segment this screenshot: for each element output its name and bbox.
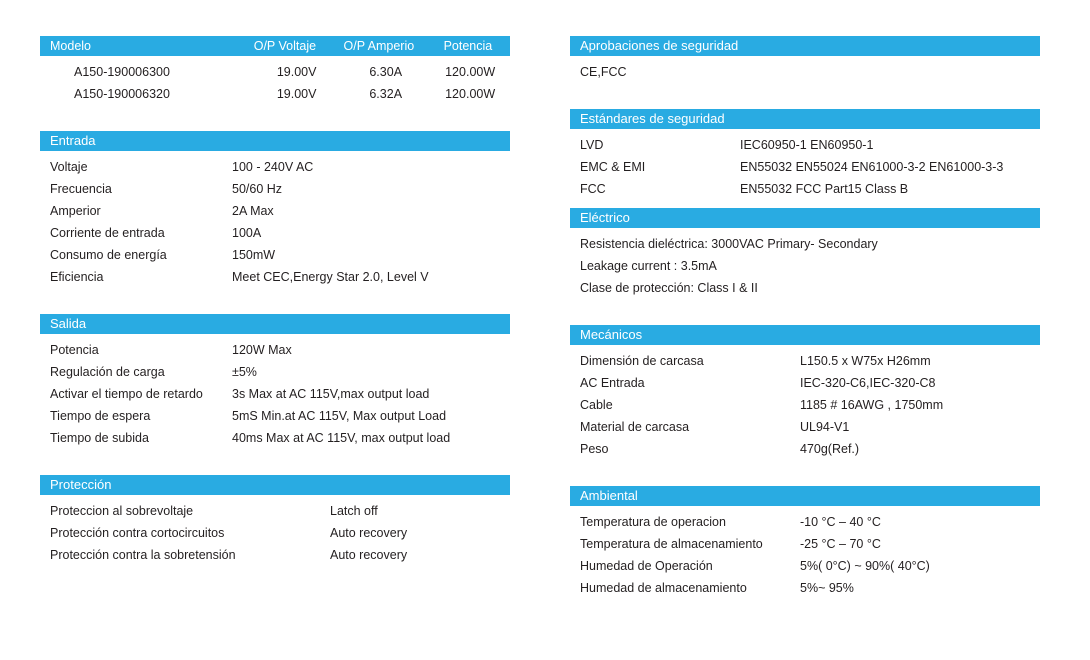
model-table [40,36,510,105]
row-label: Protección contra cortocircuitos [50,526,225,540]
row-label: Dimensión de carcasa [580,354,704,368]
cell-potencia: 120.00W [445,87,496,101]
row-label: Temperatura de almacenamiento [580,537,763,551]
list-item [40,405,510,427]
cell-potencia: 120.00W [445,65,496,79]
column-header-amperio: O/P Amperio [343,39,415,53]
electrico-line: Resistencia dieléctrica: 3000VAC Primary- Secondary [580,237,878,251]
cell-amperio: 6.32A [369,87,403,101]
salida-rows [40,334,510,449]
row-label: Voltaje [50,160,88,174]
cell-amperio: 6.30A [369,65,403,79]
list-item [570,156,1040,178]
list-item [40,178,510,200]
list-item [40,339,510,361]
section-title-salida: Salida [40,314,510,334]
right-column [570,36,1040,599]
list-item [570,178,1040,200]
section-title-electrico: Eléctrico [570,208,1040,228]
row-label: Humedad de Operación [580,559,713,573]
list-item [40,222,510,244]
row-value: -25 °C – 70 °C [800,537,881,551]
proteccion-rows [40,495,510,566]
list-item [40,500,510,522]
list-item [570,577,1040,599]
row-label: Peso [580,442,609,456]
mecanicos-rows [570,345,1040,460]
row-label: Proteccion al sobrevoltaje [50,504,194,518]
electrico-line: Clase de protección: Class I & II [580,281,758,295]
list-item [570,350,1040,372]
list-item [40,156,510,178]
row-label: Corriente de entrada [50,226,165,240]
row-value: UL94-V1 [800,420,850,434]
list-item [570,233,1040,255]
row-value: EN55032 FCC Part15 Class B [740,182,909,196]
list-item [40,544,510,566]
section-title-ambiental: Ambiental [570,486,1040,506]
row-value: EN55032 EN55024 EN61000-3-2 EN61000-3-3 [740,160,1004,174]
section-title-estandares: Estándares de seguridad [570,109,1040,129]
row-label: Material de carcasa [580,420,690,434]
section-entrada [40,131,510,288]
row-label: AC Entrada [580,376,645,390]
section-title-entrada: Entrada [40,131,510,151]
row-label: FCC [580,182,606,196]
cell-voltaje: 19.00V [276,87,317,101]
electrico-lines [570,228,1040,299]
list-item [40,427,510,449]
list-item [40,383,510,405]
electrico-line: Leakage current : 3.5mA [580,259,717,273]
model-table-header [40,36,510,56]
row-value: 470g(Ref.) [800,442,860,456]
list-item [570,394,1040,416]
row-value: Meet CEC,Energy Star 2.0, Level V [232,270,429,284]
row-label: Consumo de energía [50,248,167,262]
row-value: L150.5 x W75x H26mm [800,354,931,368]
section-aprobaciones [570,36,1040,83]
row-label: LVD [580,138,604,152]
left-column [40,36,510,599]
list-item [570,416,1040,438]
row-label: Frecuencia [50,182,112,196]
section-electrico [570,208,1040,299]
row-value: 150mW [232,248,276,262]
row-label: Humedad de almacenamiento [580,581,747,595]
list-item [570,438,1040,460]
list-item [570,511,1040,533]
cell-voltaje: 19.00V [276,65,317,79]
row-value: 5mS Min.at AC 115V, Max output Load [232,409,447,423]
row-value: IEC60950-1 EN60950-1 [740,138,874,152]
model-table-body [40,56,510,105]
list-item [570,533,1040,555]
list-item [570,134,1040,156]
section-ambiental [570,486,1040,599]
aprobaciones-text: CE,FCC [580,65,627,79]
row-value: 1185 # 16AWG , 1750mm [800,398,944,412]
list-item [570,555,1040,577]
cell-modelo: A150-190006300 [74,65,170,79]
row-label: Regulación de carga [50,365,165,379]
list-item [40,361,510,383]
row-label: Amperior [50,204,101,218]
estandares-rows [570,129,1040,200]
row-label: Tiempo de espera [50,409,151,423]
entrada-rows [40,151,510,288]
row-label: Tiempo de subida [50,431,149,445]
spacer [570,200,1040,208]
two-column-layout [40,36,1050,599]
section-mecanicos [570,325,1040,460]
row-label: Activar el tiempo de retardo [50,387,203,401]
row-label: Temperatura de operacion [580,515,726,529]
row-value: 100A [232,226,262,240]
list-item [40,266,510,288]
row-value: 40ms Max at AC 115V, max output load [232,431,451,445]
row-value: Auto recovery [330,548,408,562]
row-value: Auto recovery [330,526,408,540]
row-label: Cable [580,398,613,412]
row-value: Latch off [330,504,378,518]
list-item [570,372,1040,394]
row-value: IEC-320-C6,IEC-320-C8 [800,376,936,390]
column-header-modelo: Modelo [50,39,91,53]
row-value: -10 °C – 40 °C [800,515,881,529]
column-header-potencia: Potencia [443,39,493,53]
row-label: Protección contra la sobretensión [50,548,236,562]
ambiental-rows [570,506,1040,599]
section-salida [40,314,510,449]
row-label: Eficiencia [50,270,104,284]
row-value: 50/60 Hz [232,182,283,196]
row-value: 3s Max at AC 115V,max output load [232,387,430,401]
row-value: 5%~ 95% [800,581,854,595]
section-title-aprobaciones: Aprobaciones de seguridad [570,36,1040,56]
section-title-proteccion: Protección [40,475,510,495]
row-value: ±5% [232,365,257,379]
row-label: Potencia [50,343,99,357]
row-label: EMC & EMI [580,160,646,174]
list-item [40,244,510,266]
column-header-voltaje: O/P Voltaje [253,39,317,53]
section-title-mecanicos: Mecánicos [570,325,1040,345]
list-item [570,255,1040,277]
table-row [40,83,510,105]
list-item [40,522,510,544]
list-item [40,200,510,222]
section-estandares [570,109,1040,200]
cell-modelo: A150-190006320 [74,87,170,101]
list-item [570,277,1040,299]
row-value: 120W Max [232,343,292,357]
row-value: 100 - 240V AC [232,160,314,174]
table-row [40,61,510,83]
row-value: 5%( 0°C) ~ 90%( 40°C) [800,559,930,573]
row-value: 2A Max [232,204,274,218]
section-proteccion [40,475,510,566]
